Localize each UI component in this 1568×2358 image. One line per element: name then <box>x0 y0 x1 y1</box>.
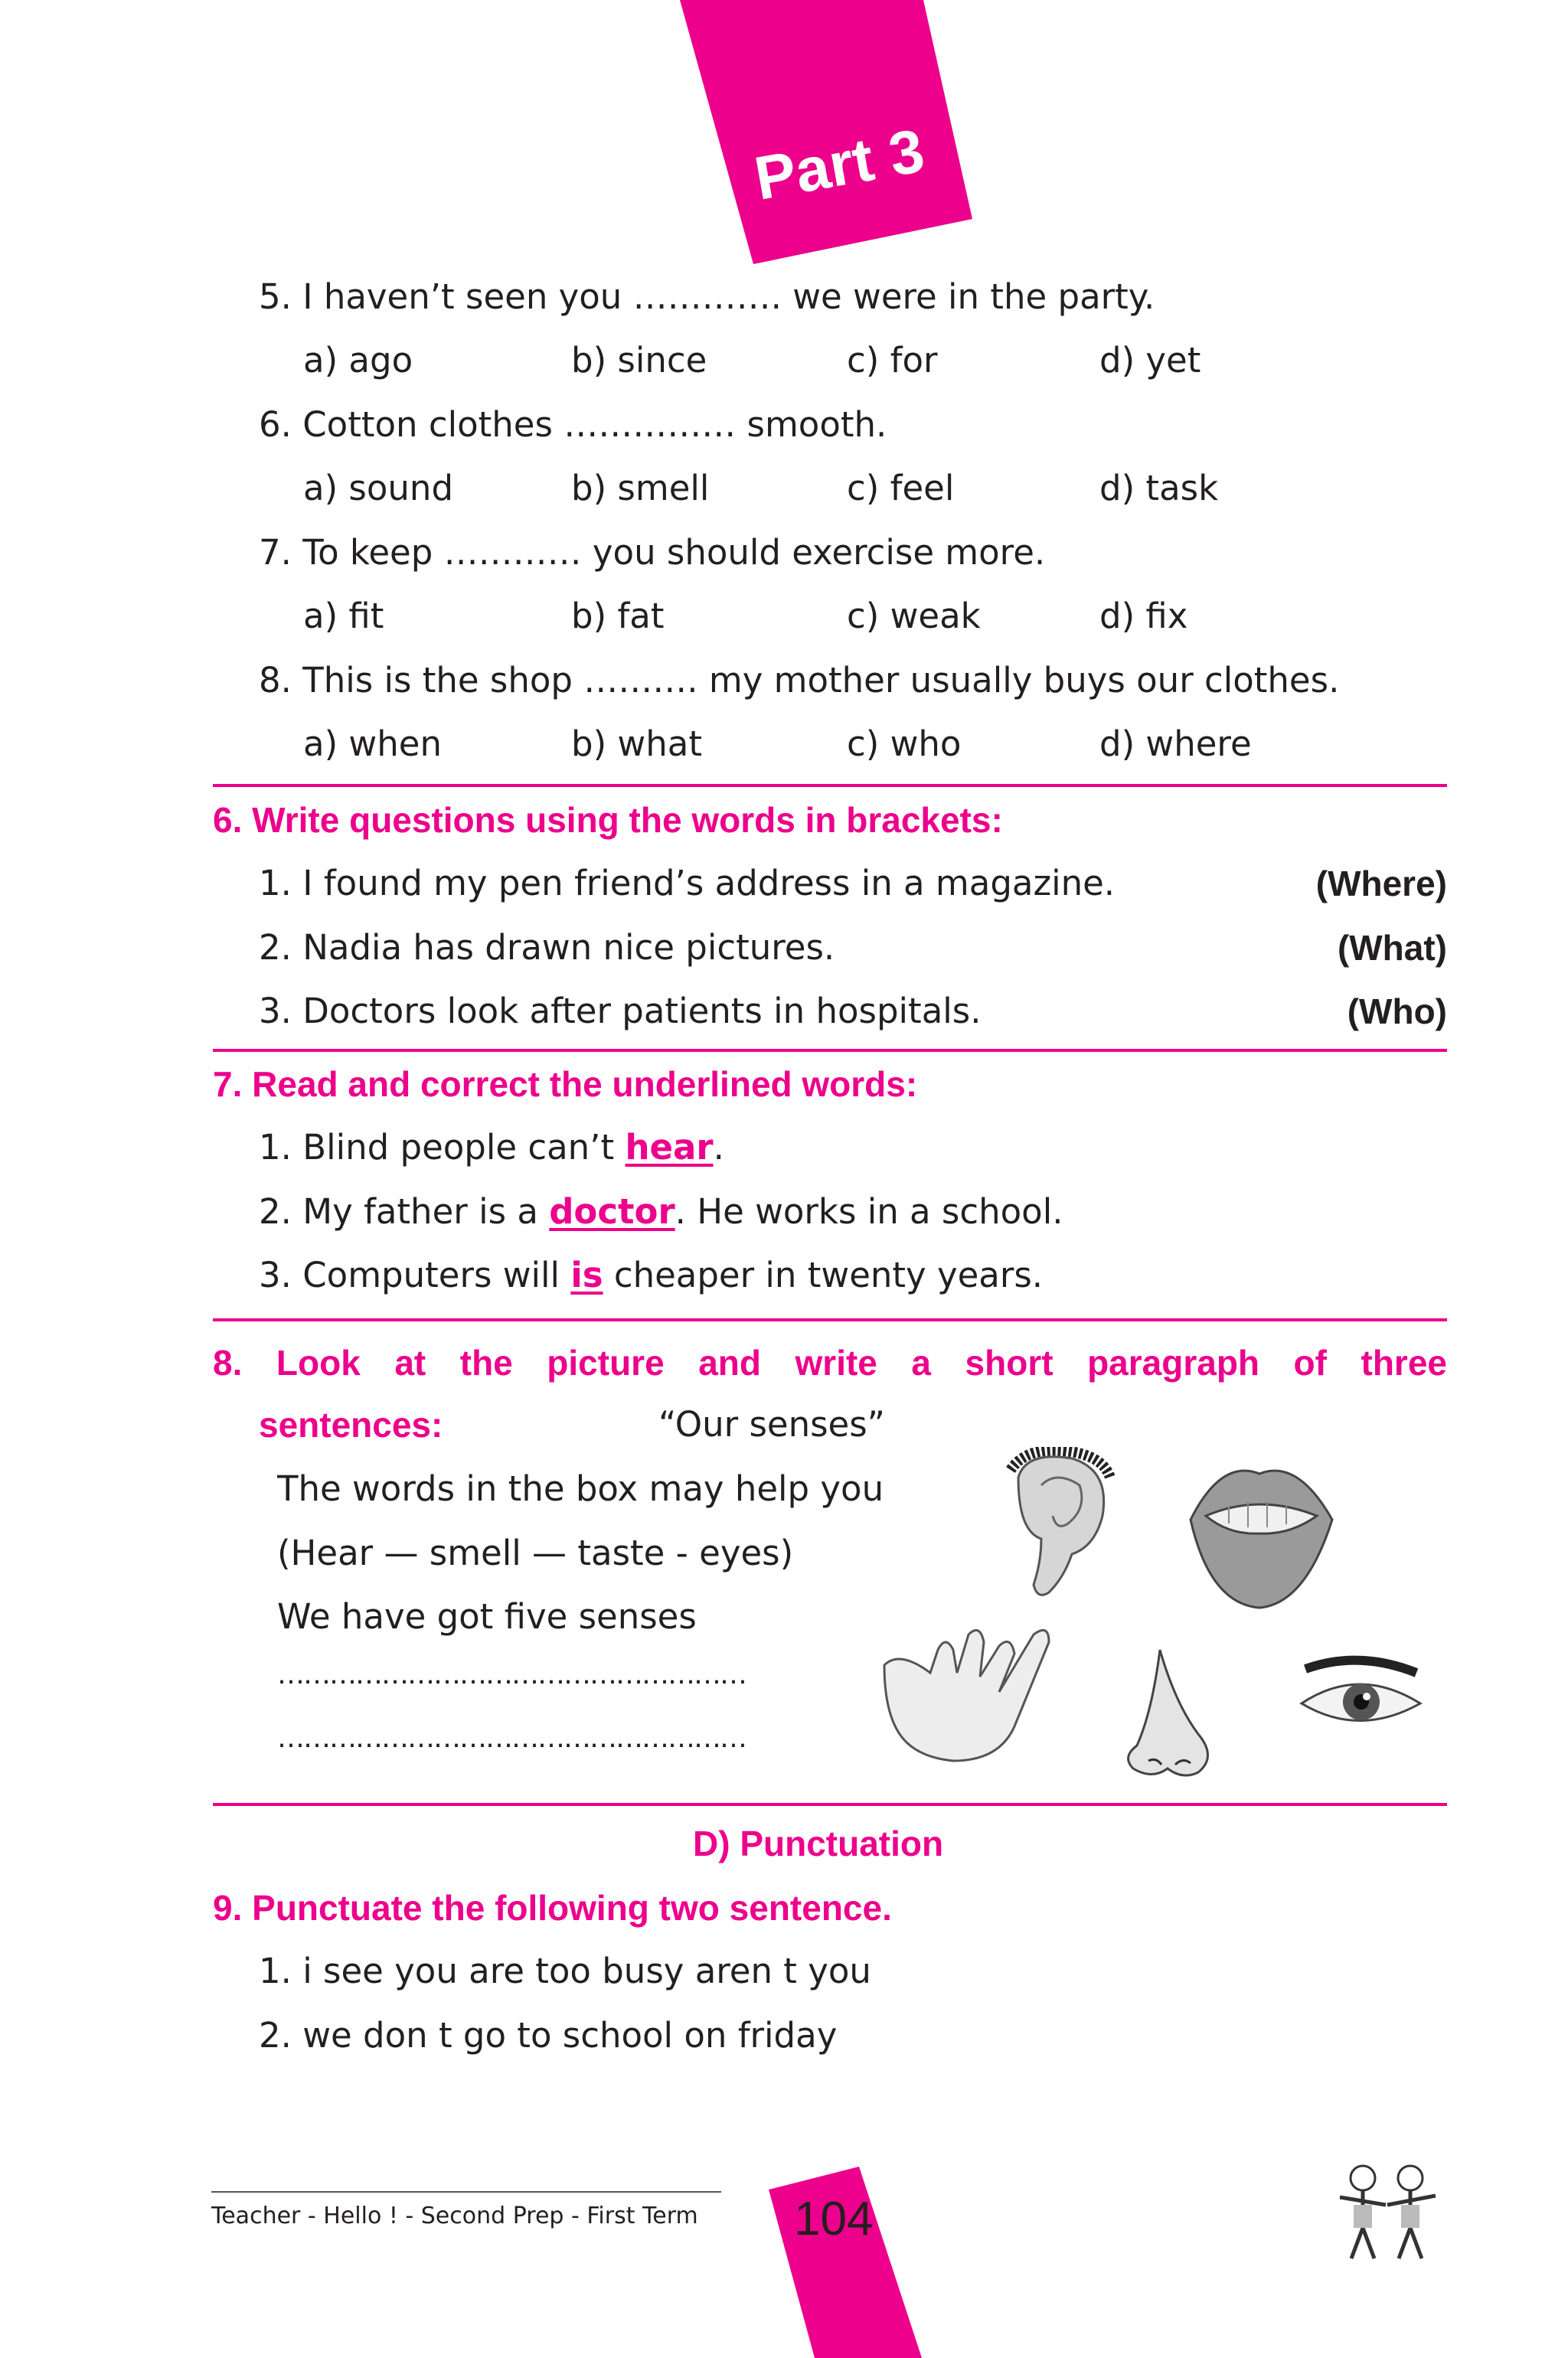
kids-logo <box>1325 2159 1451 2266</box>
eye-image <box>1294 1654 1424 1742</box>
correction-item <box>259 1191 1063 1232</box>
correction-text: . He works in a school. <box>675 1191 1063 1232</box>
section-divider <box>213 1803 1447 1806</box>
hand-image <box>869 1619 1064 1772</box>
nose-image <box>1114 1642 1221 1788</box>
mcq-option: b) what <box>571 723 702 764</box>
underlined-word: doctor <box>549 1191 675 1232</box>
mcq-option: c) who <box>847 723 962 764</box>
footer-text: Teacher - Hello ! - Second Prep - First Term <box>211 2203 698 2229</box>
section-divider <box>213 1318 1447 1321</box>
punctuation-item: 2. we don t go to school on friday <box>259 2015 838 2056</box>
mcq-option: c) feel <box>847 468 955 508</box>
underlined-word: hear <box>625 1127 714 1168</box>
correction-text: cheaper in twenty years. <box>603 1255 1044 1295</box>
section-d-heading: D) Punctuation <box>693 1824 944 1863</box>
mcq-option: a) when <box>303 723 442 764</box>
mcq-option: b) smell <box>571 468 710 508</box>
page-number: 104 <box>794 2193 874 2245</box>
mcq-option: a) sound <box>303 468 454 508</box>
mcq-option: a) ago <box>303 340 413 380</box>
question-item: 2. Nadia has drawn nice pictures. <box>259 927 835 968</box>
mcq-option: d) where <box>1099 723 1252 764</box>
mcq-question-7: 7. To keep ………… you should exercise more. <box>259 532 1046 573</box>
section-6-heading: 6. Write questions using the words in brackets: <box>213 800 1003 840</box>
punctuation-item: 1. i see you are too busy aren t you <box>259 1951 871 1991</box>
mcq-option: b) since <box>571 340 707 380</box>
mcq-option: d) fix <box>1099 596 1188 636</box>
correction-text: 1. Blind people can’t <box>259 1127 626 1168</box>
section-8-heading-line1: 8. Look at the picture and write a short paragraph of three <box>213 1343 1447 1383</box>
question-item: 3. Doctors look after patients in hospitals. <box>259 991 982 1031</box>
mcq-question-6: 6. Cotton clothes …………… smooth. <box>259 404 887 445</box>
correction-item <box>259 1127 724 1168</box>
mcq-question-8: 8. This is the shop ………. my mother usually buys our clothes. <box>259 660 1340 701</box>
footer-rule <box>211 2191 721 2193</box>
mcq-option: d) task <box>1099 468 1219 508</box>
section-7-heading: 7. Read and correct the underlined words: <box>213 1064 918 1104</box>
word-box: (Hear — smell — taste - eyes) <box>277 1533 794 1573</box>
mcq-option: c) for <box>847 340 938 380</box>
section-9-heading: 9. Punctuate the following two sentence. <box>213 1888 892 1928</box>
correction-text: . <box>713 1127 724 1168</box>
section-divider <box>213 784 1447 787</box>
mcq-option: c) weak <box>847 596 981 636</box>
answer-line: ……………………………………………… <box>277 1659 746 1690</box>
mouth-image <box>1175 1451 1344 1612</box>
underlined-word: is <box>570 1255 603 1295</box>
section-8-heading-line2: sentences: <box>259 1405 443 1445</box>
section-divider <box>213 1049 1447 1052</box>
paragraph-title: “Our senses” <box>658 1404 885 1445</box>
correction-item <box>259 1255 1044 1295</box>
mcq-option: d) yet <box>1099 340 1201 380</box>
question-item: 1. I found my pen friend’s address in a magazine. <box>259 863 1116 903</box>
correction-text: 3. Computers will <box>259 1255 571 1295</box>
starter-sentence: We have got five senses <box>277 1596 697 1637</box>
answer-line: ……………………………………………… <box>277 1723 746 1754</box>
ear-image <box>995 1447 1118 1600</box>
correction-text: 2. My father is a <box>259 1191 550 1232</box>
mcq-option: b) fat <box>571 596 665 636</box>
help-text: The words in the box may help you <box>277 1468 884 1509</box>
mcq-question-5: 5. I haven’t seen you …………. we were in the party. <box>259 276 1155 317</box>
question-hint: (What) <box>1337 928 1447 968</box>
part-title: Part 3 <box>750 116 929 213</box>
question-hint: (Where) <box>1315 864 1447 903</box>
mcq-option: a) fit <box>303 596 384 636</box>
question-hint: (Who) <box>1347 991 1447 1031</box>
